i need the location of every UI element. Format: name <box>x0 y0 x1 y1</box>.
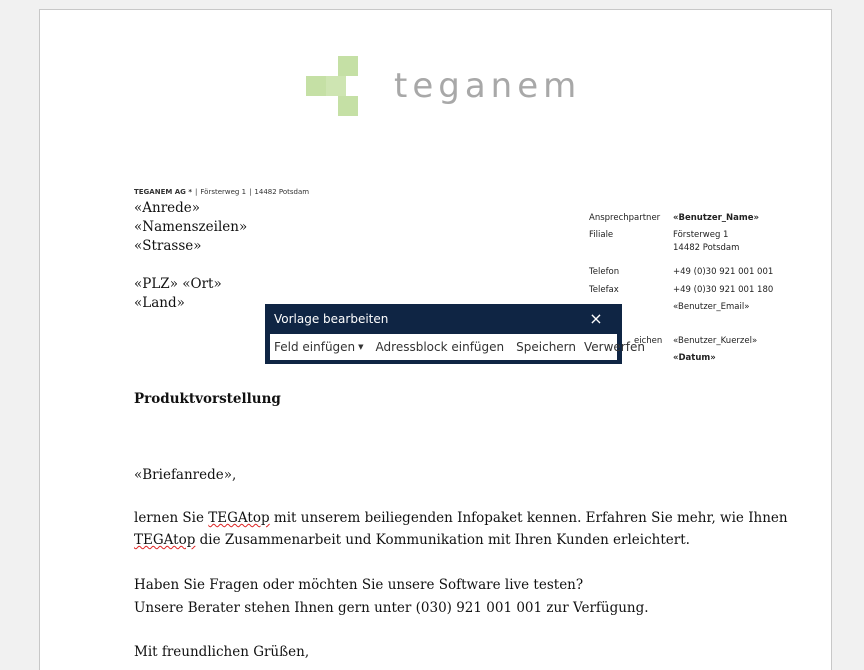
phone-label: Telefon <box>589 267 620 277</box>
caret-down-icon: ▼ <box>358 343 364 351</box>
field-benutzer-kuerzel[interactable]: «Benutzer_Kuerzel» <box>673 336 758 346</box>
field-datum[interactable]: «Datum» <box>673 353 716 363</box>
field-briefanrede[interactable]: «Briefanrede», <box>134 467 237 483</box>
field-benutzer-name[interactable]: «Benutzer_Name» <box>673 213 760 223</box>
discard-button[interactable]: Verwerfen <box>584 340 645 354</box>
insert-field-dropdown[interactable] <box>270 336 368 358</box>
field-benutzer-email[interactable]: «Benutzer_Email» <box>673 302 750 312</box>
paragraph-2-line-1: Haben Sie Fragen oder möchten Sie unsere Software live testen? <box>134 577 584 593</box>
insert-field-label: Feld einfügen <box>274 340 356 354</box>
field-anrede[interactable]: «Anrede» <box>134 200 201 216</box>
field-namenszeilen[interactable]: «Namenszeilen» <box>134 219 248 235</box>
fax-label: Telefax <box>589 285 619 295</box>
paragraph-1-line-1: lernen Sie TEGAtop mit unserem beiliegenden Infopaket kennen. Erfahren Sie mehr, wie Ihnen <box>134 510 788 526</box>
save-button[interactable]: Speichern <box>516 340 577 354</box>
branch-city: 14482 Potsdam <box>673 243 740 253</box>
dialog-title: Vorlage bearbeiten <box>274 312 389 326</box>
field-plz-ort[interactable]: «PLZ» «Ort» <box>134 276 222 292</box>
field-land[interactable]: «Land» <box>134 295 185 311</box>
field-strasse[interactable]: «Strasse» <box>134 238 202 254</box>
paragraph-1-line-2: TEGAtop die Zusammenarbeit und Kommunikation mit Ihren Kunden erleichtert. <box>134 532 690 548</box>
insert-address-block-button[interactable]: Adressblock einfügen <box>375 340 505 354</box>
close-icon[interactable]: × <box>589 309 603 328</box>
sender-address-line: TEGANEM AG * | Försterweg 1 | 14482 Potsdam <box>134 188 310 196</box>
sign-label: eichen <box>634 336 663 346</box>
paragraph-2-line-2: Unsere Berater stehen Ihnen gern unter (030) 921 001 001 zur Verfügung. <box>134 600 649 616</box>
dialog-toolbar <box>270 334 645 360</box>
fax-value: +49 (0)30 921 001 180 <box>673 285 774 295</box>
letter-subject: Produktvorstellung <box>134 391 281 407</box>
branch-label: Filiale <box>589 230 614 240</box>
closing-line: Mit freundlichen Grüßen, <box>134 644 310 660</box>
edit-template-dialog <box>265 304 645 364</box>
phone-value: +49 (0)30 921 001 001 <box>673 267 774 277</box>
contact-label: Ansprechpartner <box>589 213 661 223</box>
branch-street: Försterweg 1 <box>673 230 729 240</box>
logo-wordmark: teganem <box>394 66 582 106</box>
